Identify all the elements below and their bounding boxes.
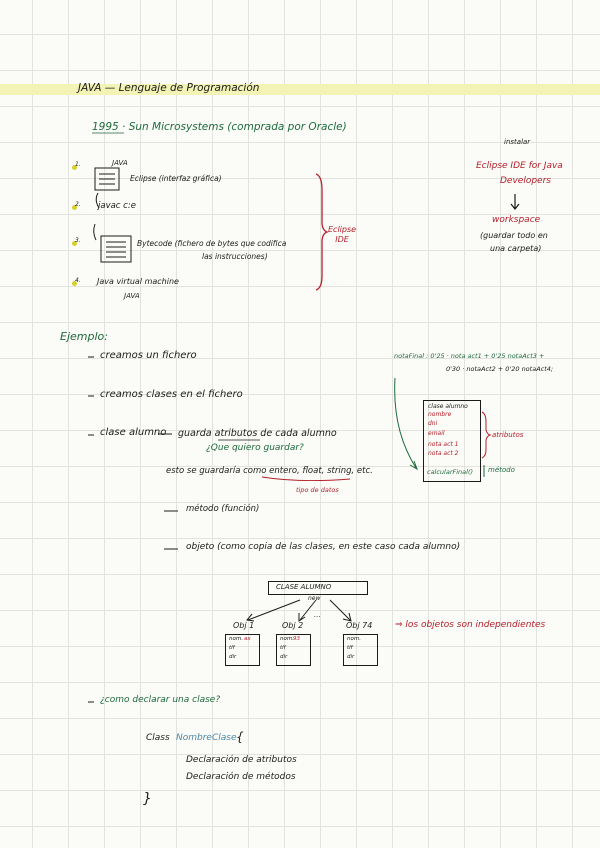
install-line-1: Eclipse IDE for Java: [476, 161, 563, 171]
workspace-note-2: una carpeta): [490, 244, 542, 253]
step-4-text: Java virtual machine: [97, 277, 179, 286]
install-line-2: Developers: [500, 176, 551, 186]
formula-line-2: 0'30 · notaAct2 + 0'20 notaAct4;: [446, 365, 554, 373]
brace-open: {: [236, 730, 244, 744]
obj-74-row-1: nom.: [347, 636, 361, 642]
class-box-item-2: dni: [428, 420, 438, 427]
install-arrow: [511, 194, 519, 209]
obj-2-row-2: tlf: [280, 645, 286, 651]
new-label: new: [308, 595, 321, 602]
step-4-marker: 4.: [75, 277, 81, 284]
formula-line-1: notaFinal : 0'25 · nota act1 + 0'25 notaAct3 +: [394, 352, 545, 360]
obj-2-row-1: nom.: [280, 636, 294, 642]
arrow-obj-2: [299, 600, 316, 621]
atributos-bracket: [482, 412, 490, 458]
class-name: NombreClase: [176, 733, 237, 743]
obj-1-label: Obj 1: [233, 621, 255, 630]
declare-question: ¿como declarar una clase?: [100, 695, 221, 705]
obj-74-label: Obj 74: [346, 621, 373, 630]
obj-2-row-3: dir: [280, 654, 288, 660]
step-3-text: Bytecode (fichero de bytes que codifica: [137, 239, 287, 248]
example-bullet-1: creamos un fichero: [100, 350, 197, 361]
workspace-note-1: (guardar todo en: [480, 231, 548, 240]
step-2-text: javac c:e: [98, 201, 136, 211]
class-box-method: calcularFinal(): [427, 468, 474, 476]
document-icon-1: [95, 168, 119, 190]
method-declaration: Declaración de métodos: [186, 772, 296, 782]
eclipse-ide-label: Eclipse IDE: [328, 225, 357, 245]
example-title: Ejemplo:: [60, 330, 108, 343]
class-box-title: clase alumno: [428, 403, 468, 410]
metodo-label: método: [488, 466, 515, 474]
document-icon-2: [101, 236, 131, 262]
attr-declaration: Declaración de atributos: [186, 755, 297, 765]
obj-2-label: Obj 2: [282, 621, 304, 630]
class-box-item-4: nota act 1: [428, 441, 459, 448]
class-alumno-title: CLASE ALUMNO: [276, 583, 332, 591]
example-bullet-2: creamos clases en el fichero: [100, 389, 243, 400]
types-underline: [262, 477, 350, 481]
arrow-down-1: [96, 193, 99, 208]
eclipse-bracket: [316, 174, 327, 290]
install-title: instalar: [504, 138, 531, 146]
step-1-marker: 1.: [75, 161, 81, 168]
obj-1-row-3: dir: [229, 654, 237, 660]
obj-74-row-3: dir: [347, 654, 355, 660]
atributos-label: atributos: [492, 431, 524, 439]
arrow-obj-74: [330, 600, 351, 621]
independent-note: ⇒ los objetos son independientes: [395, 620, 546, 630]
class-box-item-3: email: [428, 430, 445, 437]
formula-arrow: [395, 378, 417, 469]
brace-close: }: [143, 791, 152, 807]
obj-1-row-2: tlf: [229, 645, 235, 651]
types-label: tipo de datos: [296, 486, 339, 494]
metodo-line: método (función): [186, 504, 260, 514]
step-2-marker: 2.: [75, 201, 81, 208]
guarda-atributos: guarda atributos de cada alumno: [178, 428, 337, 439]
obj-74-row-2: tlf: [347, 645, 353, 651]
clase-alumno-label: clase alumno: [100, 427, 167, 438]
dots-label: ...: [314, 611, 321, 619]
step-3-marker: 3.: [75, 237, 81, 244]
class-box-item-1: nombre: [428, 411, 452, 418]
class-keyword: Class: [146, 733, 170, 743]
step-1-java: JAVA: [112, 159, 128, 167]
workspace-label: workspace: [492, 215, 541, 225]
question-guardar: ¿Que quiero guardar?: [206, 443, 304, 453]
arrow-down-2: [94, 224, 96, 240]
class-box-item-5: nota act 2: [428, 450, 459, 457]
types-text: esto se guardaría como entero, float, string, etc.: [166, 466, 373, 476]
history-line: 1995 · Sun Microsystems (comprada por Oracle): [92, 121, 347, 133]
obj-2-value: 93: [293, 636, 300, 642]
step-4-java: JAVA: [124, 292, 140, 300]
obj-1-row-1: nom.: [229, 636, 243, 642]
objeto-line: objeto (como copia de las clases, en este caso cada alumno): [186, 542, 461, 552]
step-1-text: Eclipse (interfaz gráfica): [130, 174, 222, 183]
step-3-text-2: las instrucciones): [202, 252, 268, 261]
arrow-obj-1: [247, 600, 300, 621]
obj-1-value: ax: [244, 636, 251, 642]
page-title: JAVA — Lenguaje de Programación: [78, 82, 260, 94]
